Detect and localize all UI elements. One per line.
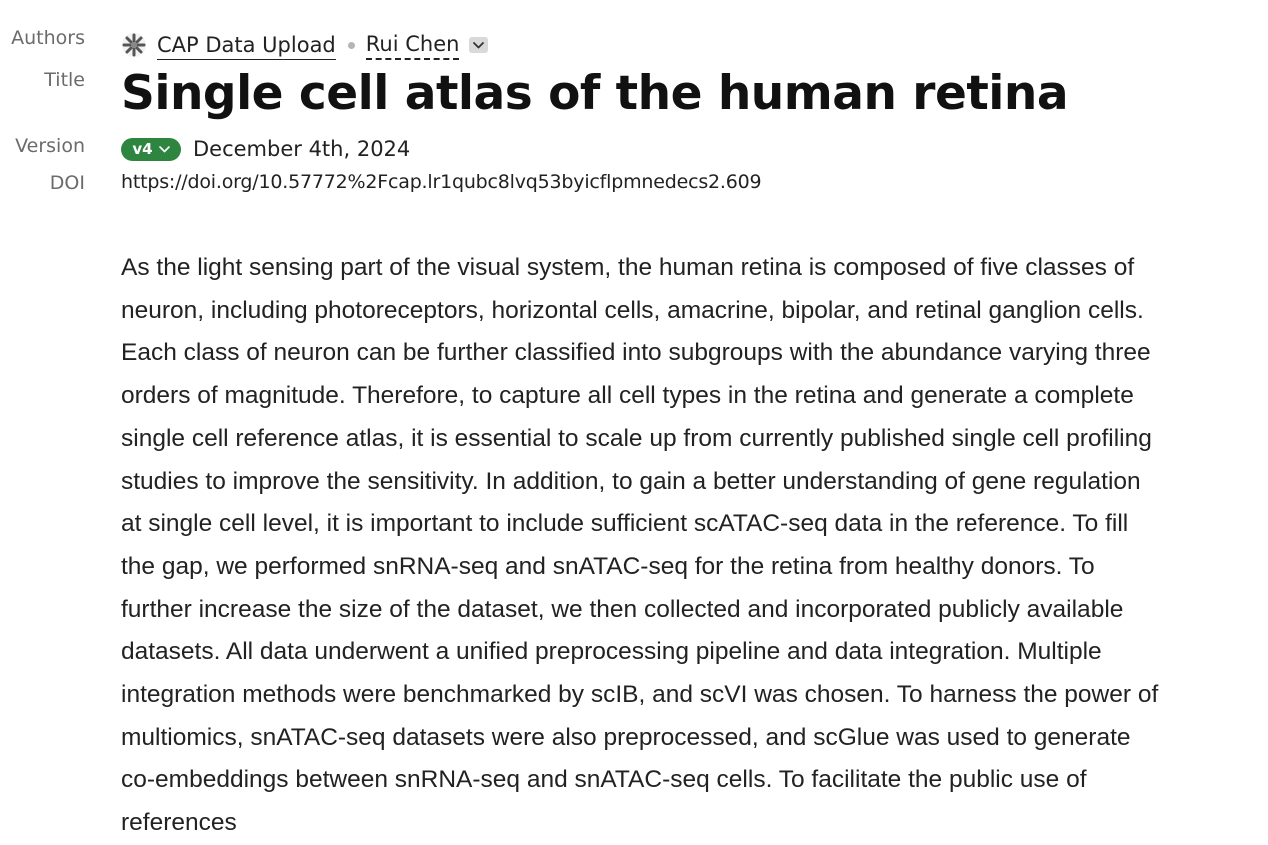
version-row <box>121 136 410 162</box>
chevron-down-icon <box>473 42 484 49</box>
version-label: Version <box>15 135 85 157</box>
chevron-down-icon <box>159 146 170 153</box>
author-separator <box>348 42 355 49</box>
version-selector[interactable] <box>121 138 181 161</box>
dataset-description: As the light sensing part of the visual system, the human retina is composed of five classes of neuron, including photoreceptors, horizontal cells, amacrine, bipolar, and retinal ganglion cells. Each class of neuron can be further classified into subgroups with the abundance varying three orders of magnitude. Therefore, to capture all cell types in the retina and generate a complete single cell reference atlas, it is essential to scale up from currently published single cell profiling studies to improve the sensitivity. In addition, to gain a better understanding of gene regulation at single cell level, it is important to include sufficient scATAC-seq data in the reference. To fill the gap, we performed snRNA-seq and snATAC-seq for the retina from healthy donors. To further increase the size of the dataset, we then collected and incorporated publicly available datasets. All data underwent a unified preprocessing pipeline and data integration. Multiple integration methods were benchmarked by scIB, and scVI was chosen. To harness the power of multiomics, snATAC-seq datasets were also preprocessed, and scGlue was used to generate co-embeddings between snRNA-seq and snATAC-seq cells. To facilitate the public use of references <box>121 254 1159 837</box>
version-date: December 4th, 2024 <box>193 137 411 161</box>
page-title: Single cell atlas of the human retina <box>121 66 1069 121</box>
cap-logo-icon <box>121 32 147 58</box>
author-person-link[interactable]: Rui Chen <box>366 30 460 60</box>
authors-row <box>121 30 488 60</box>
doi-label: DOI <box>49 172 85 194</box>
author-organization-link[interactable]: CAP Data Upload <box>157 31 336 60</box>
authors-dropdown-button[interactable] <box>469 37 488 53</box>
version-badge-label: v4 <box>132 140 153 158</box>
authors-label: Authors <box>11 27 85 49</box>
doi-link[interactable]: https://doi.org/10.57772%2Fcap.lr1qubc8lvq53byicflpmnedecs2.609 <box>121 171 762 193</box>
title-label: Title <box>44 69 85 91</box>
